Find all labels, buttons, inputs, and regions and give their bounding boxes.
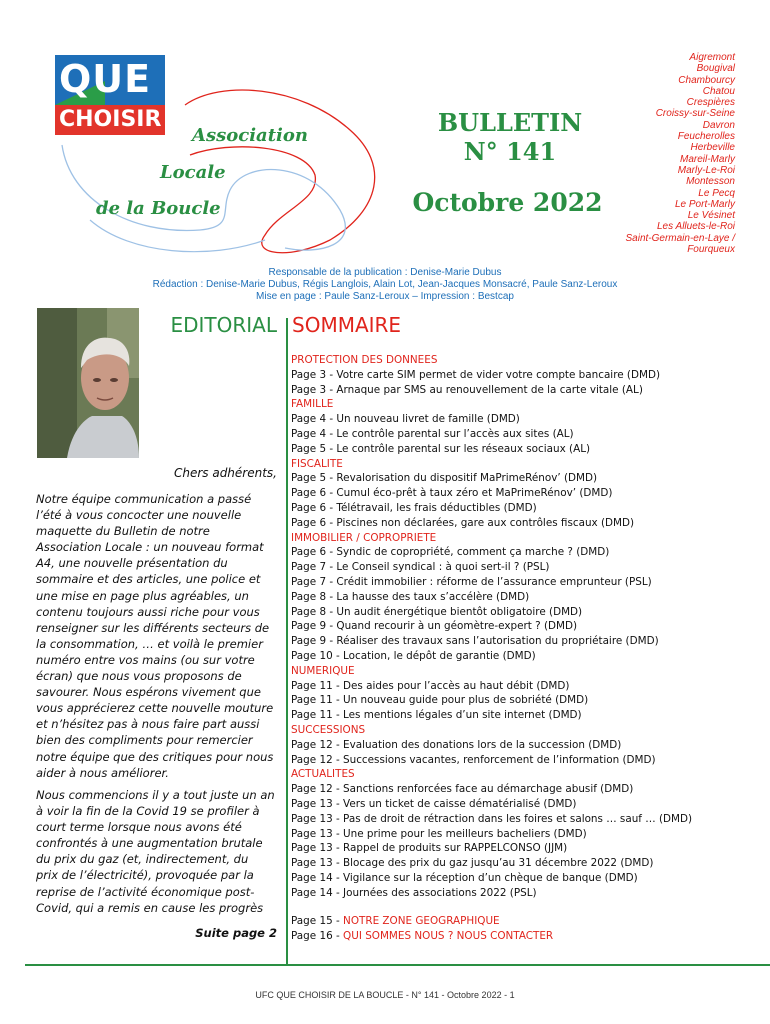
sommaire-entry: Page 12 - Successions vacantes, renforcement de l’information (DMD) (291, 753, 656, 766)
sommaire-extra-entry (291, 914, 761, 929)
sommaire-section-title: NUMERIQUE (291, 664, 355, 677)
editorial-line: Notre équipe communication a passé (36, 492, 252, 506)
editorial-line: sommaire et des articles, une police et (36, 572, 261, 587)
town-item: Les Alluets-le-Roi (657, 221, 735, 233)
sommaire-entry: Page 7 - Crédit immobilier : réforme de l’assurance emprunteur (PSL) (291, 575, 652, 588)
editorial-line: maquette du Bulletin de notre (36, 524, 210, 539)
sommaire-extra-title: QUI SOMMES NOUS ? NOUS CONTACTER (343, 930, 554, 943)
sommaire-section-title: FAMILLE (291, 398, 334, 411)
sommaire-entry: Page 13 - Blocage des prix du gaz jusqu’au 31 décembre 2022 (DMD) (291, 857, 654, 870)
logo-choisir-text: CHOISIR (59, 107, 162, 132)
editorial-line: prix de l’électricité), provoquée par la (36, 868, 254, 883)
blue-swirl-line-2 (90, 220, 265, 252)
town-item: Crespières (686, 97, 735, 109)
sommaire-title: SOMMAIRE (292, 313, 402, 337)
association-line-3: de la Boucle (96, 198, 221, 219)
sommaire-entry: Page 3 - Votre carte SIM permet de vider votre compte bancaire (DMD) (291, 368, 661, 381)
editorial-salutation: Chers adhérents, (173, 466, 277, 480)
logo-que-text: QUE (59, 57, 152, 101)
sommaire-entry: Page 4 - Le contrôle parental sur l’accès aux sites (AL) (291, 427, 574, 440)
editorial-paragraph-2 (36, 787, 277, 916)
sommaire-entry: Page 11 - Un nouveau guide pour plus de sobriété (DMD) (291, 694, 589, 707)
town-item: Le Pecq (698, 187, 735, 199)
town-item: Croissy-sur-Seine (655, 108, 735, 120)
sommaire-section-title: FISCALITE (291, 457, 343, 470)
towns-list (555, 52, 735, 255)
sommaire-entry: Page 6 - Télétravail, les frais déductibles (DMD) (291, 501, 537, 514)
town-item: Aigremont (689, 52, 735, 63)
sommaire-entry: Page 9 - Quand recourir à un géomètre-expert ? (DMD) (291, 620, 578, 633)
editorial-line: notre équipe que des critiques pour nous (36, 749, 274, 764)
page-footer: UFC QUE CHOISIR DE LA BOUCLE - N° 141 - Octobre 2022 - 1 (255, 990, 515, 1000)
association-line-1: Association (192, 125, 308, 146)
sommaire-entry: Page 3 - Arnaque par SMS au renouvellement de la carte vitale (AL) (291, 383, 643, 396)
editorial-line: la consommation, … et voilà le premier (36, 636, 263, 651)
town-item: Le Port-Marly (674, 198, 735, 210)
editorial-paragraph-1 (36, 491, 276, 781)
editorial-line: confrontés à une augmentation brutale (36, 836, 263, 851)
sommaire-extra-entry (291, 929, 761, 944)
town-item: Mareil-Marly (680, 153, 735, 165)
sommaire-entry: Page 10 - Location, le dépôt de garantie (DMD) (291, 649, 536, 662)
sommaire-entry: Page 13 - Rappel de produits sur RAPPELCONSO (JJM) (291, 842, 568, 855)
sommaire-entry: Page 13 - Pas de droit de rétraction dans les foires et salons … sauf … (DMD) (291, 812, 693, 825)
credits-redaction: Rédaction : Denise-Marie Dubus, Régis Langlois, Alain Lot, Jean-Jacques Monsacré, Paule Sanz-Leroux (152, 279, 618, 290)
town-item: Le Vésinet (687, 210, 735, 222)
editorial-line: A4, une nouvelle présentation du (36, 556, 228, 571)
bulletin-date: Octobre 2022 (412, 188, 603, 217)
editorial-line: vous apprécierez cette nouvelle mouture (36, 701, 274, 716)
sommaire-entry: Page 8 - La hausse des taux s’accélère (DMD) (291, 590, 530, 603)
sommaire-section-title: PROTECTION DES DONNEES (291, 354, 438, 366)
editorial-line: renseigner sur les différents secteurs de (36, 620, 270, 635)
sommaire-entry: Page 13 - Une prime pour les meilleurs bacheliers (DMD) (291, 827, 587, 840)
sommaire-entry: Page 14 - Journées des associations 2022 (PSL) (291, 886, 537, 899)
sommaire-entry: Page 7 - Le Conseil syndical : à quoi sert-il ? (PSL) (291, 561, 550, 574)
editorial-line: une mise en page plus agréables, un (36, 588, 249, 603)
editorial-line: à voir la fin de la Covid 19 se profiler à (36, 804, 260, 819)
sommaire-entry: Page 5 - Revalorisation du dispositif MaPrimeRénov’ (DMD) (291, 472, 598, 485)
sommaire-entry: Page 12 - Evaluation des donations lors de la succession (DMD) (291, 738, 622, 751)
sommaire-entry: Page 13 - Vers un ticket de caisse dématérialisé (DMD) (291, 797, 577, 810)
sommaire-entry: Page 6 - Piscines non déclarées, gare aux contrôles fiscaux (DMD) (291, 516, 635, 529)
credits (0, 267, 770, 303)
town-item: Chatou (702, 85, 735, 97)
sommaire-list (291, 353, 761, 944)
sommaire-entry: Page 8 - Un audit énergétique bientôt obligatoire (DMD) (291, 605, 583, 618)
editorial-line: du prix du gaz (et, indirectement, du (36, 852, 249, 867)
town-item: Fourqueux (687, 244, 735, 256)
sommaire-entry: Page 6 - Syndic de copropriété, comment ça marche ? (DMD) (291, 546, 610, 559)
decorative-swirl (50, 60, 430, 260)
sommaire-entry: Page 6 - Cumul éco-prêt à taux zéro et MaPrimeRénov’ (DMD) (291, 487, 613, 500)
bottom-rule (25, 964, 770, 966)
town-item: Bougival (696, 63, 735, 75)
editorial-line: écran) que nous vous proposons de (36, 669, 242, 684)
sommaire-entry: Page 11 - Les mentions légales d’un site internet (DMD) (291, 709, 582, 722)
editorial-line: Nous commencions il y a tout juste un an (36, 788, 275, 802)
sommaire-entry: Page 12 - Sanctions renforcées face au démarchage abusif (DMD) (291, 783, 634, 796)
town-item: Marly-Le-Roi (677, 164, 735, 176)
town-item: Chambourcy (678, 74, 735, 86)
sommaire-extra-page: Page 15 - (291, 915, 344, 928)
town-item: Montesson (686, 176, 735, 188)
town-item: Herbeville (690, 142, 735, 154)
sommaire-entry: Page 9 - Réaliser des travaux sans l’autorisation du propriétaire (DMD) (291, 635, 659, 648)
town-item: Davron (702, 119, 735, 131)
sommaire-section-title: SUCCESSIONS (291, 723, 366, 736)
sommaire-entry: Page 5 - Le contrôle parental sur les réseaux sociaux (AL) (291, 442, 591, 455)
editorial-line: savourer. Nous espérons vivement que (36, 685, 261, 700)
town-item: Saint-Germain-en-Laye / (625, 232, 735, 244)
bulletin-title: BULLETIN (437, 108, 583, 137)
editorial-line: l’été à vous concocter une nouvelle (36, 508, 242, 523)
editorial-line: bien des compliments pour remercier (36, 733, 253, 748)
sommaire-section-title: IMMOBILIER / COPROPRIETE (291, 531, 437, 544)
editorial-line: Covid, qui a remis en cause les progrès (36, 900, 264, 915)
editorial-line: aider à nous améliorer. (36, 765, 169, 780)
column-divider (286, 318, 288, 964)
editorial-continued: Suite page 2 (195, 926, 277, 940)
editorial-line: reprise de l’activité économique post- (36, 884, 255, 899)
credits-publication: Responsable de la publication : Denise-Marie Dubus (268, 267, 502, 278)
editorial-line: court terme lorsque nous avons été (36, 820, 242, 835)
sommaire-section-title: ACTUALITES (291, 768, 355, 781)
association-line-2: Locale (160, 162, 226, 183)
sommaire-extra-page: Page 16 - (291, 930, 344, 943)
editorial-line: contenu toujours aussi riche pour vous (36, 604, 260, 619)
bulletin-number: N° 141 (463, 137, 557, 166)
editorial-line: numéro entre vos mains (ou sur votre (36, 652, 255, 667)
sommaire-entry: Page 14 - Vigilance sur la réception d’un chèque de banque (DMD) (291, 871, 638, 884)
town-item: Feucherolles (677, 131, 735, 143)
credits-layout: Mise en page : Paule Sanz-Leroux – Impression : Bestcap (256, 291, 514, 302)
sommaire-extra-title: NOTRE ZONE GEOGRAPHIQUE (343, 915, 500, 928)
sommaire-entry: Page 4 - Un nouveau livret de famille (DMD) (291, 413, 520, 426)
sommaire-spacer (291, 900, 761, 914)
sommaire-entry: Page 11 - Des aides pour l’accès au haut débit (DMD) (291, 679, 570, 692)
editorial-line: Association Locale : un nouveau format (36, 540, 264, 555)
editorial-title: EDITORIAL (170, 313, 277, 337)
editorial-line: et n’hésitez pas à nous faire part aussi (36, 717, 260, 732)
